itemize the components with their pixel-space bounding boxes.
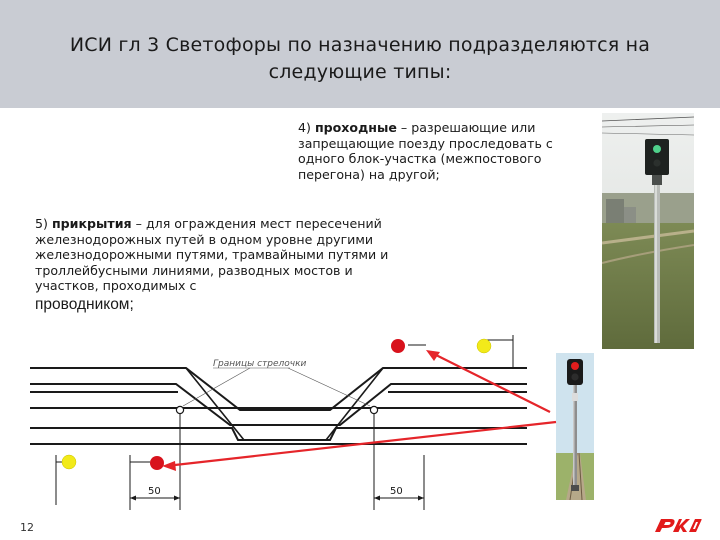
upper-track-outer — [30, 368, 527, 410]
dimension-right-label: 50 — [390, 486, 403, 497]
item-4-description: – разрешающие или запрещающие поезду проследовать с одного блок-участка (межпостового перегона) на другой; — [298, 120, 553, 182]
switch-boundary-label: Границы стрелочки — [213, 359, 307, 369]
item-5-prefix: 5) — [35, 216, 52, 231]
signal-red-top — [391, 339, 405, 353]
item-4-term: проходные — [314, 120, 397, 135]
switch-boundary-right — [370, 406, 377, 413]
item-4-prefix: 4) — [298, 120, 315, 135]
signal-yellow-bottom — [62, 455, 76, 469]
signal-yellow-top — [477, 339, 491, 353]
switch-boundary-left — [176, 406, 183, 413]
signal-red-bottom — [150, 456, 164, 470]
item-5-term: прикрытия — [51, 216, 132, 231]
track-crossing-diagram — [0, 330, 720, 520]
item-5-tail: проводником; — [35, 295, 134, 313]
slide-title: ИСИ гл 3 Светофоры по назначению подразделяются на следующие типы: — [69, 34, 651, 83]
block-signal-photo — [602, 113, 694, 349]
upper-track-inner — [30, 384, 527, 425]
item-5-text — [35, 216, 415, 316]
item-5-description: – для ограждения мест пересечений железнодорожных путей в одном уровне другими железнодорожными путями, трамвайными путями и троллейбусными линиями, разводных мостов и участков, проходимых с — [35, 216, 389, 294]
page-number: 12 — [20, 521, 34, 534]
rzd-logo — [652, 514, 704, 536]
dimension-left-label: 50 — [148, 486, 161, 497]
pointer-arrow-top — [430, 352, 550, 412]
item-4-text — [298, 120, 598, 182]
title-bar — [0, 0, 720, 108]
